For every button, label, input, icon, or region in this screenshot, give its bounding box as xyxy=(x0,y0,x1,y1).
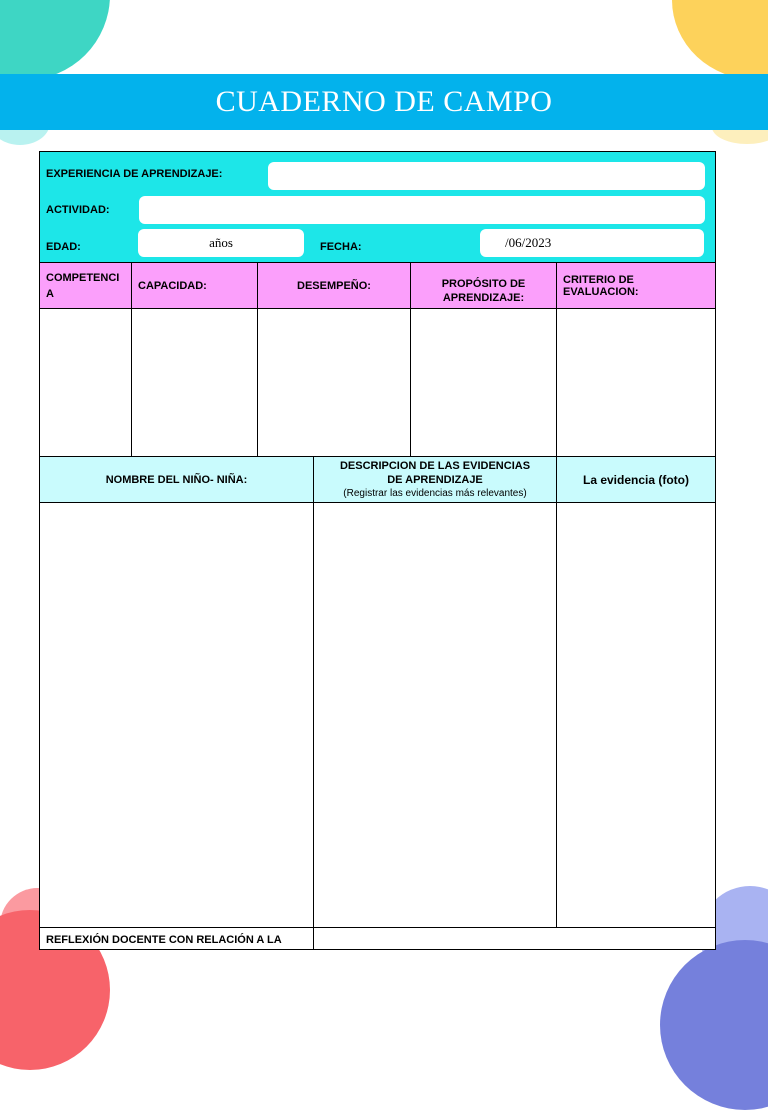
decorative-blob-teal xyxy=(0,0,110,80)
evidencia-cell[interactable] xyxy=(556,502,716,928)
capacidad-cell[interactable] xyxy=(131,308,258,457)
reflexion-label: REFLEXIÓN DOCENTE CON RELACIÓN A LA xyxy=(46,934,282,946)
desempeno-cell[interactable] xyxy=(257,308,411,457)
header-proposito: PROPÓSITO DE APRENDIZAJE: xyxy=(410,262,557,309)
nombre-cell[interactable] xyxy=(39,502,314,928)
field-notebook-form xyxy=(39,151,716,950)
page-title: CUADERNO DE CAMPO xyxy=(215,85,553,118)
edad-value: años xyxy=(209,235,233,250)
reflexion-cell[interactable] xyxy=(313,927,716,950)
edad-field[interactable] xyxy=(138,229,304,257)
experiencia-field[interactable] xyxy=(268,162,705,190)
criterio-cell[interactable] xyxy=(556,308,716,457)
fecha-label: FECHA: xyxy=(320,241,362,253)
edad-label: EDAD: xyxy=(46,241,81,253)
decorative-blob-periwinkle xyxy=(660,940,768,1110)
header-competencia: COMPETENCI A xyxy=(39,262,132,309)
actividad-label: ACTIVIDAD: xyxy=(46,204,110,216)
fecha-field[interactable] xyxy=(480,229,704,257)
descripcion-cell[interactable] xyxy=(313,502,557,928)
header-evidencia: La evidencia (foto) xyxy=(556,456,716,503)
decorative-blob-yellow xyxy=(672,0,768,80)
proposito-cell[interactable] xyxy=(410,308,557,457)
header-criterio: CRITERIO DE EVALUACION: xyxy=(556,262,716,309)
header-nombre: NOMBRE DEL NIÑO- NIÑA: xyxy=(39,456,314,503)
header-desempeno: DESEMPEÑO: xyxy=(257,262,411,309)
fecha-value: /06/2023 xyxy=(505,235,552,250)
header-descripcion: DESCRIPCION DE LAS EVIDENCIAS DE APRENDIZAJE (Registrar las evidencias más relevantes) xyxy=(313,456,557,503)
reflexion-label-cell xyxy=(39,927,314,950)
header-capacidad: CAPACIDAD: xyxy=(131,262,258,309)
experiencia-label: EXPERIENCIA DE APRENDIZAJE: xyxy=(46,168,223,180)
actividad-field[interactable] xyxy=(139,196,705,224)
title-bar xyxy=(0,74,768,130)
competencia-cell[interactable] xyxy=(39,308,132,457)
